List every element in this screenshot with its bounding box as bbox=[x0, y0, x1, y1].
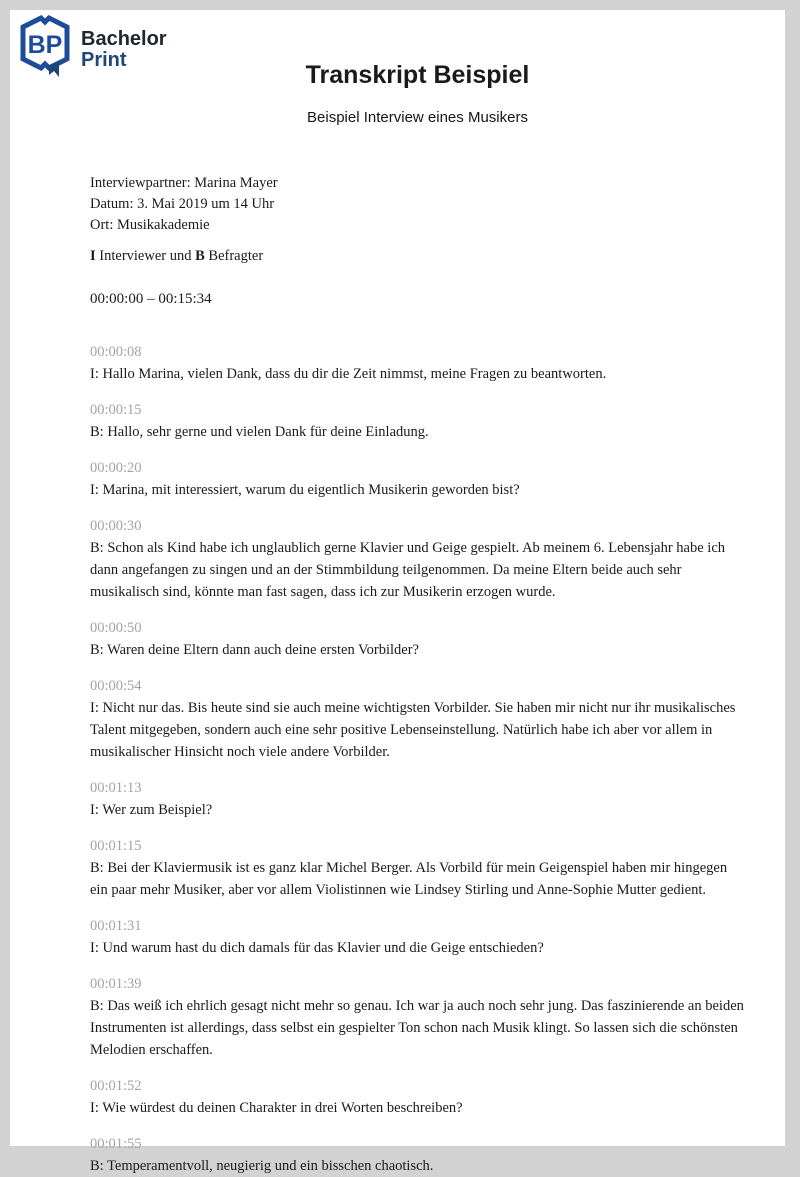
page-subtitle: Beispiel Interview eines Musikers bbox=[90, 108, 745, 128]
bachelorprint-book-icon bbox=[18, 13, 72, 79]
entry-text: B: Hallo, sehr gerne und vielen Dank für deine Einladung. bbox=[90, 421, 745, 443]
transcript-entry bbox=[90, 777, 745, 821]
entry-text: B: Bei der Klaviermusik ist es ganz klar Michel Berger. Als Vorbild für mein Geigenspiel haben mir hingegen ein paar mehr Musiker, aber vor allem Violistinnen wie Lindsey Stirling und Anne-Sophie Mutter gedient. bbox=[90, 857, 745, 901]
entry-text: B: Temperamentvoll, neugierig und ein bisschen chaotisch. bbox=[90, 1155, 745, 1177]
entry-timestamp: 00:01:52 bbox=[90, 1075, 745, 1097]
entry-text: B: Das weiß ich ehrlich gesagt nicht mehr so genau. Ich war ja auch noch sehr jung. Das faszinierende an beiden Instrumenten ist allerdings, dass selbst ein gespielter Ton schon nach Musik klingt. So lassen sich die schönsten Melodien erschaffen. bbox=[90, 995, 745, 1061]
brand-name-print: Print bbox=[81, 50, 167, 71]
svg-text:BP: BP bbox=[28, 31, 63, 59]
meta-interview-partner: Interviewpartner: Marina Mayer bbox=[90, 173, 745, 194]
entry-timestamp: 00:00:08 bbox=[90, 341, 745, 363]
brand-name-bachelor: Bachelor bbox=[81, 29, 167, 50]
entry-timestamp: 00:00:20 bbox=[90, 457, 745, 479]
transcript-entry bbox=[90, 1133, 745, 1177]
document-content bbox=[10, 10, 785, 1177]
entry-timestamp: 00:00:15 bbox=[90, 399, 745, 421]
transcript-entry bbox=[90, 1075, 745, 1119]
legend-interviewer-initial: I bbox=[90, 248, 96, 264]
brand-wordmark bbox=[81, 29, 167, 71]
legend-respondent-text: Befragter bbox=[205, 248, 263, 264]
transcript-entry bbox=[90, 399, 745, 443]
entry-timestamp: 00:00:54 bbox=[90, 675, 745, 697]
entry-timestamp: 00:00:50 bbox=[90, 617, 745, 639]
entry-text: I: Hallo Marina, vielen Dank, dass du dir die Zeit nimmst, meine Fragen zu beantworten. bbox=[90, 363, 745, 385]
entry-text: I: Wie würdest du deinen Charakter in drei Worten beschreiben? bbox=[90, 1097, 745, 1119]
transcript-entry bbox=[90, 457, 745, 501]
entry-text: I: Nicht nur das. Bis heute sind sie auch meine wichtigsten Vorbilder. Sie haben mir nicht nur ihr musikalisches Talent mitgegeben, sondern auch eine sehr positive Lebenseinstellung. Natürlich habe ich aber vor allem in musikalischer Hinsicht noch viele andere Vorbilder. bbox=[90, 697, 745, 763]
interview-meta bbox=[90, 173, 745, 236]
entry-timestamp: 00:01:39 bbox=[90, 973, 745, 995]
meta-location: Ort: Musikakademie bbox=[90, 215, 745, 236]
entry-timestamp: 00:00:30 bbox=[90, 515, 745, 537]
brand-logo bbox=[18, 13, 167, 79]
entry-text: I: Marina, mit interessiert, warum du eigentlich Musikerin geworden bist? bbox=[90, 479, 745, 501]
entry-timestamp: 00:01:55 bbox=[90, 1133, 745, 1155]
meta-date: Datum: 3. Mai 2019 um 14 Uhr bbox=[90, 194, 745, 215]
entry-timestamp: 00:01:15 bbox=[90, 835, 745, 857]
entry-text: I: Wer zum Beispiel? bbox=[90, 799, 745, 821]
transcript-list bbox=[90, 341, 745, 1177]
transcript-entry bbox=[90, 973, 745, 1061]
entry-text: B: Schon als Kind habe ich unglaublich gerne Klavier und Geige gespielt. Ab meinem 6. Lebensjahr habe ich dann angefangen zu singen und an der Stimmbildung teilgenommen. Da meine Eltern beide auch sehr musikalisch sind, könnte man fast sagen, dass ich zur Musikerin erzogen wurde. bbox=[90, 537, 745, 603]
entry-timestamp: 00:01:13 bbox=[90, 777, 745, 799]
transcript-entry bbox=[90, 617, 745, 661]
entry-timestamp: 00:01:31 bbox=[90, 915, 745, 937]
entry-text: I: Und warum hast du dich damals für das Klavier und die Geige entschieden? bbox=[90, 937, 745, 959]
legend-interviewer-text: Interviewer und bbox=[96, 248, 195, 264]
speaker-legend bbox=[90, 246, 745, 267]
transcript-entry bbox=[90, 675, 745, 763]
legend-respondent-initial: B bbox=[195, 248, 205, 264]
recording-time-range: 00:00:00 – 00:15:34 bbox=[90, 289, 745, 310]
page-title: Transkript Beispiel bbox=[90, 10, 745, 91]
document-page bbox=[10, 10, 785, 1146]
transcript-entry bbox=[90, 341, 745, 385]
transcript-entry bbox=[90, 835, 745, 901]
transcript-entry bbox=[90, 915, 745, 959]
transcript-entry bbox=[90, 515, 745, 603]
entry-text: B: Waren deine Eltern dann auch deine ersten Vorbilder? bbox=[90, 639, 745, 661]
